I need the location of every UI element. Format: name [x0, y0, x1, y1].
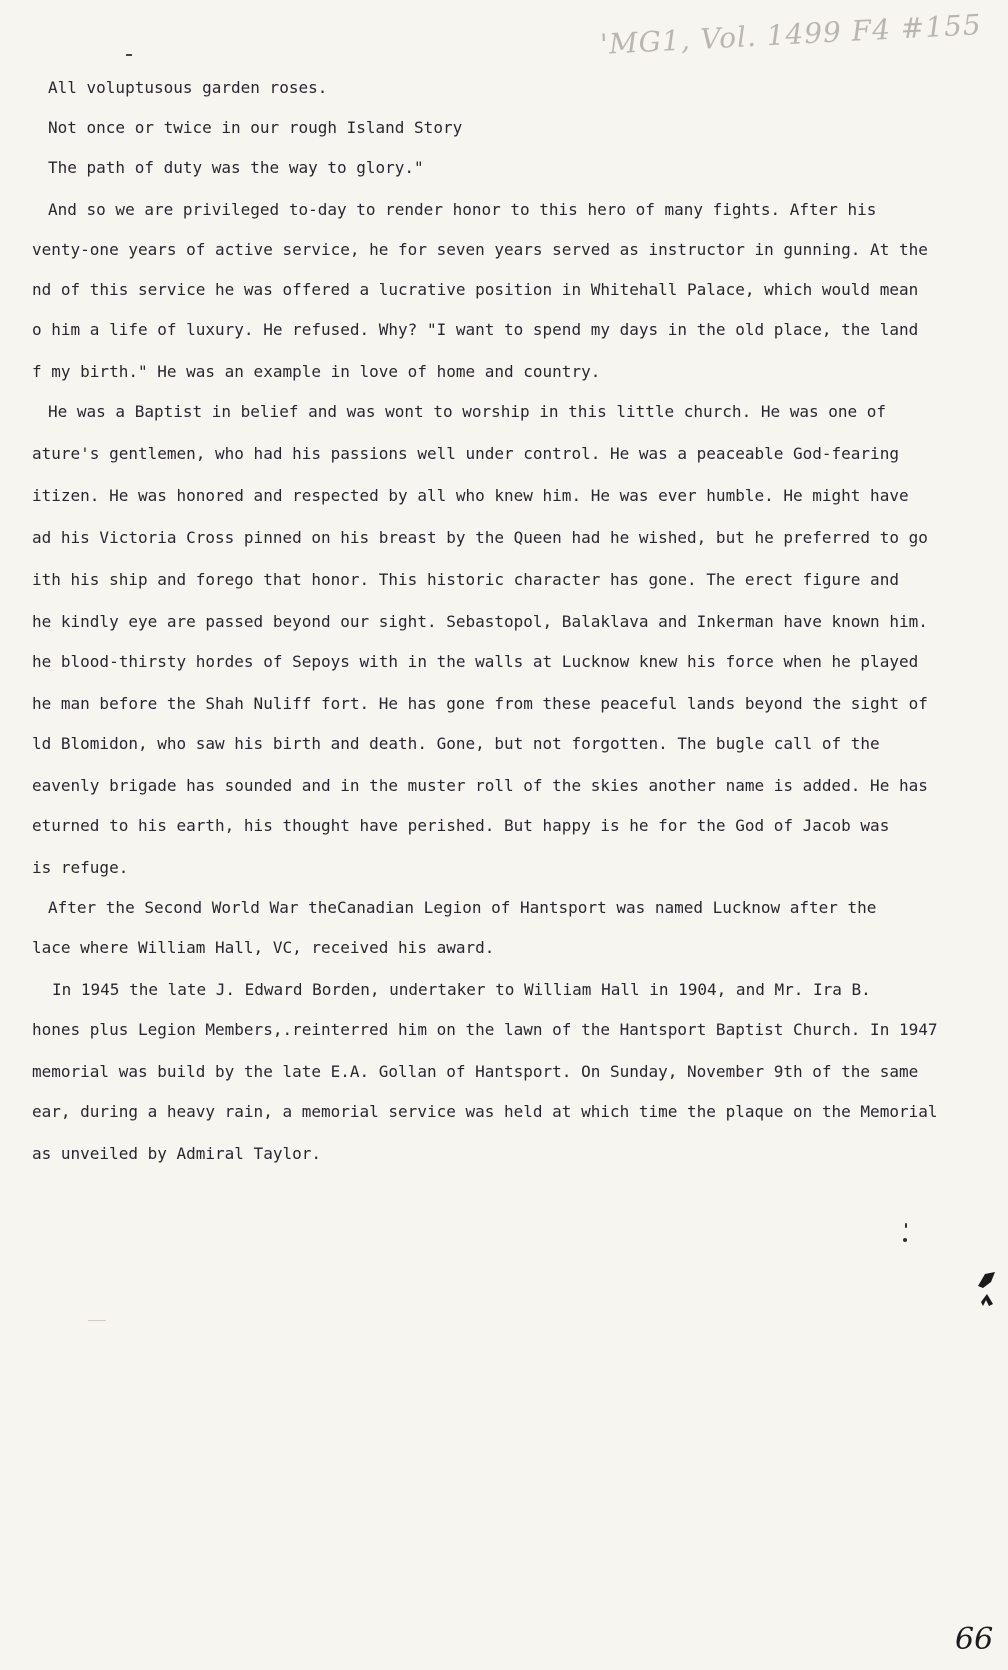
text-line: he man before the Shah Nuliff fort. He has gone from these peaceful lands beyond the sight of	[32, 694, 928, 713]
text-line: He was a Baptist in belief and was wont to worship in this little church. He was one of	[48, 402, 887, 421]
text-line: ld Blomidon, who saw his birth and death. Gone, but not forgotten. The bugle call of the	[32, 734, 880, 753]
text-line: as unveiled by Admiral Taylor.	[32, 1144, 321, 1163]
text-line: he kindly eye are passed beyond our sight. Sebastopol, Balaklava and Inkerman have known him.	[32, 612, 928, 631]
ink-smudge-mark	[975, 1268, 997, 1312]
text-line: o him a life of luxury. He refused. Why? "I want to spend my days in the old place, the land	[32, 320, 919, 339]
text-line: lace where William Hall, VC, received his award.	[32, 938, 495, 957]
page-number: 66	[955, 1622, 994, 1657]
text-line: is refuge.	[32, 858, 129, 877]
text-line: After the Second World War theCanadian Legion of Hantsport was named Lucknow after the	[48, 898, 877, 917]
faint-mark	[88, 1320, 106, 1321]
text-line: ear, during a heavy rain, a memorial service was held at which time the plaque on the Memorial	[32, 1102, 938, 1121]
text-line: itizen. He was honored and respected by all who knew him. He was ever humble. He might have	[32, 486, 909, 505]
text-line: All voluptusous garden roses.	[48, 78, 328, 97]
archive-reference-note: 'MG1, Vol. 1499 F4 #155	[599, 8, 983, 61]
text-line: he blood-thirsty hordes of Sepoys with in the walls at Lucknow knew his force when he played	[32, 652, 919, 671]
text-line: ature's gentlemen, who had his passions well under control. He was a peaceable God-fearing	[32, 444, 899, 463]
text-line: nd of this service he was offered a lucrative position in Whitehall Palace, which would mean	[32, 280, 919, 299]
text-line: In 1945 the late J. Edward Borden, undertaker to William Hall in 1904, and Mr. Ira B.	[52, 980, 871, 999]
text-line: And so we are privileged to-day to render honor to this hero of many fights. After his	[48, 200, 877, 219]
text-line: venty-one years of active service, he for seven years served as instructor in gunning. At the	[32, 240, 928, 259]
text-line: f my birth." He was an example in love of home and country.	[32, 362, 601, 381]
text-line: hones plus Legion Members,.reinterred him on the lawn of the Hantsport Baptist Church. In 1947	[32, 1020, 938, 1039]
text-line: Not once or twice in our rough Island Story	[48, 118, 463, 137]
text-line: eturned to his earth, his thought have perished. But happy is he for the God of Jacob was	[32, 816, 890, 835]
stray-tick	[905, 1223, 907, 1228]
text-line: ith his ship and forego that honor. This historic character has gone. The erect figure and	[32, 570, 899, 589]
text-line: The path of duty was the way to glory."	[48, 158, 424, 177]
text-line: memorial was build by the late E.A. Gollan of Hantsport. On Sunday, November 9th of the same	[32, 1062, 919, 1081]
text-line: eavenly brigade has sounded and in the muster roll of the skies another name is added. He has	[32, 776, 928, 795]
text-line: ad his Victoria Cross pinned on his breast by the Queen had he wished, but he preferred to go	[32, 528, 928, 547]
stray-dot	[903, 1238, 907, 1242]
